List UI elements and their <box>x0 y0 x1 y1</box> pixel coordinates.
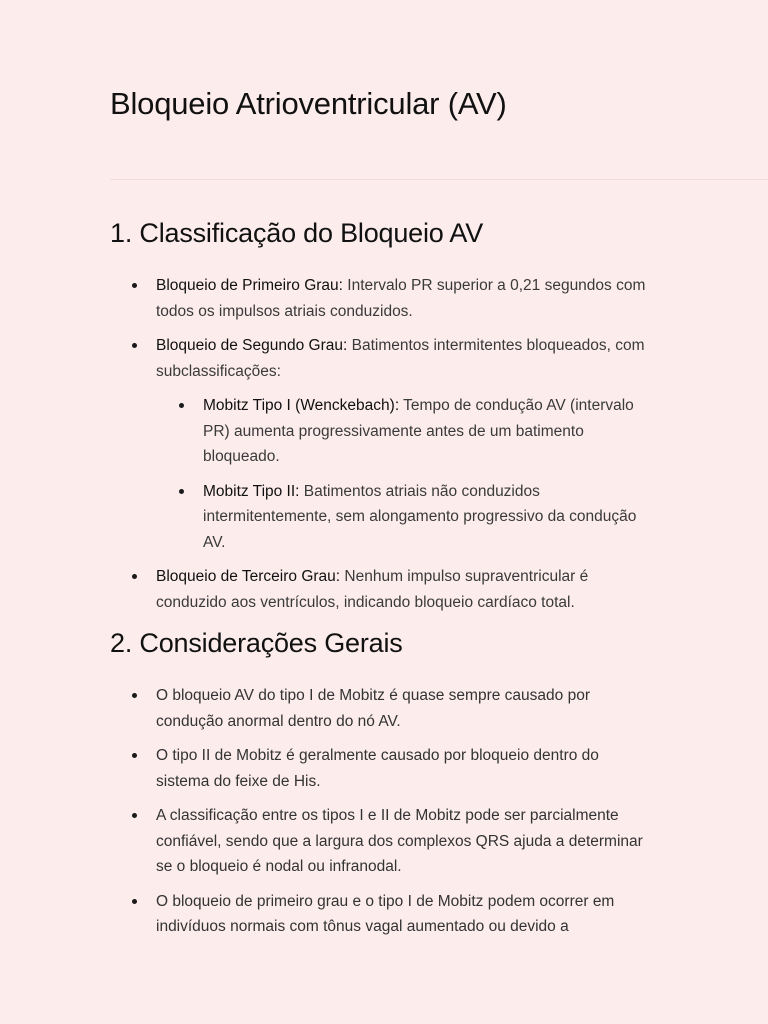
list-item: O bloqueio de primeiro grau e o tipo I de Mobitz podem ocorrer em indivíduos normais com tônus vagal aumentado ou devido a <box>110 889 655 940</box>
document-title: Bloqueio Atrioventricular (AV) <box>110 86 507 121</box>
list-item-terceiro-grau <box>110 564 655 615</box>
section-heading-classificacao: 1. Classificação do Bloqueio AV <box>110 218 484 248</box>
item-description: Batimentos atriais não conduzidos intermitentemente, sem alongamento progressivo da condução AV. <box>203 482 637 551</box>
item-term: Bloqueio de Terceiro Grau: <box>156 568 341 585</box>
list-item: A classificação entre os tipos I e II de Mobitz pode ser parcialmente confiável, sendo que a largura dos complexos QRS ajuda a determinar se o bloqueio é nodal ou infranodal. <box>110 803 655 880</box>
item-description: Batimentos intermitentes bloqueados, com subclassificações: <box>156 337 645 380</box>
list-item: O tipo II de Mobitz é geralmente causado por bloqueio dentro do sistema do feixe de His. <box>110 743 655 794</box>
list-item: O bloqueio AV do tipo I de Mobitz é quase sempre causado por condução anormal dentro do nó AV. <box>110 683 655 734</box>
classification-list <box>110 273 655 624</box>
list-item-primeiro-grau <box>110 273 655 324</box>
considerations-list <box>110 683 655 949</box>
item-description: Nenhum impulso supraventricular é conduzido aos ventrículos, indicando bloqueio cardíaco total. <box>156 568 589 611</box>
sublist-item-mobitz-tipo-ii <box>110 479 655 556</box>
item-description: Intervalo PR superior a 0,21 segundos com todos os impulsos atriais conduzidos. <box>156 277 646 320</box>
item-term: Bloqueio de Segundo Grau: <box>156 337 348 354</box>
sublist-item-mobitz-tipo-i <box>110 393 655 470</box>
list-item-segundo-grau <box>110 333 655 384</box>
item-term: Bloqueio de Primeiro Grau: <box>156 277 343 294</box>
title-divider <box>110 179 768 180</box>
item-term: Mobitz Tipo II: <box>203 482 300 500</box>
item-term: Mobitz Tipo I (Wenckebach): <box>203 397 400 414</box>
section-heading-consideracoes: 2. Considerações Gerais <box>110 628 403 658</box>
item-description: Tempo de condução AV (intervalo PR) aumenta progressivamente antes de um batimento bloqueado. <box>203 397 634 465</box>
